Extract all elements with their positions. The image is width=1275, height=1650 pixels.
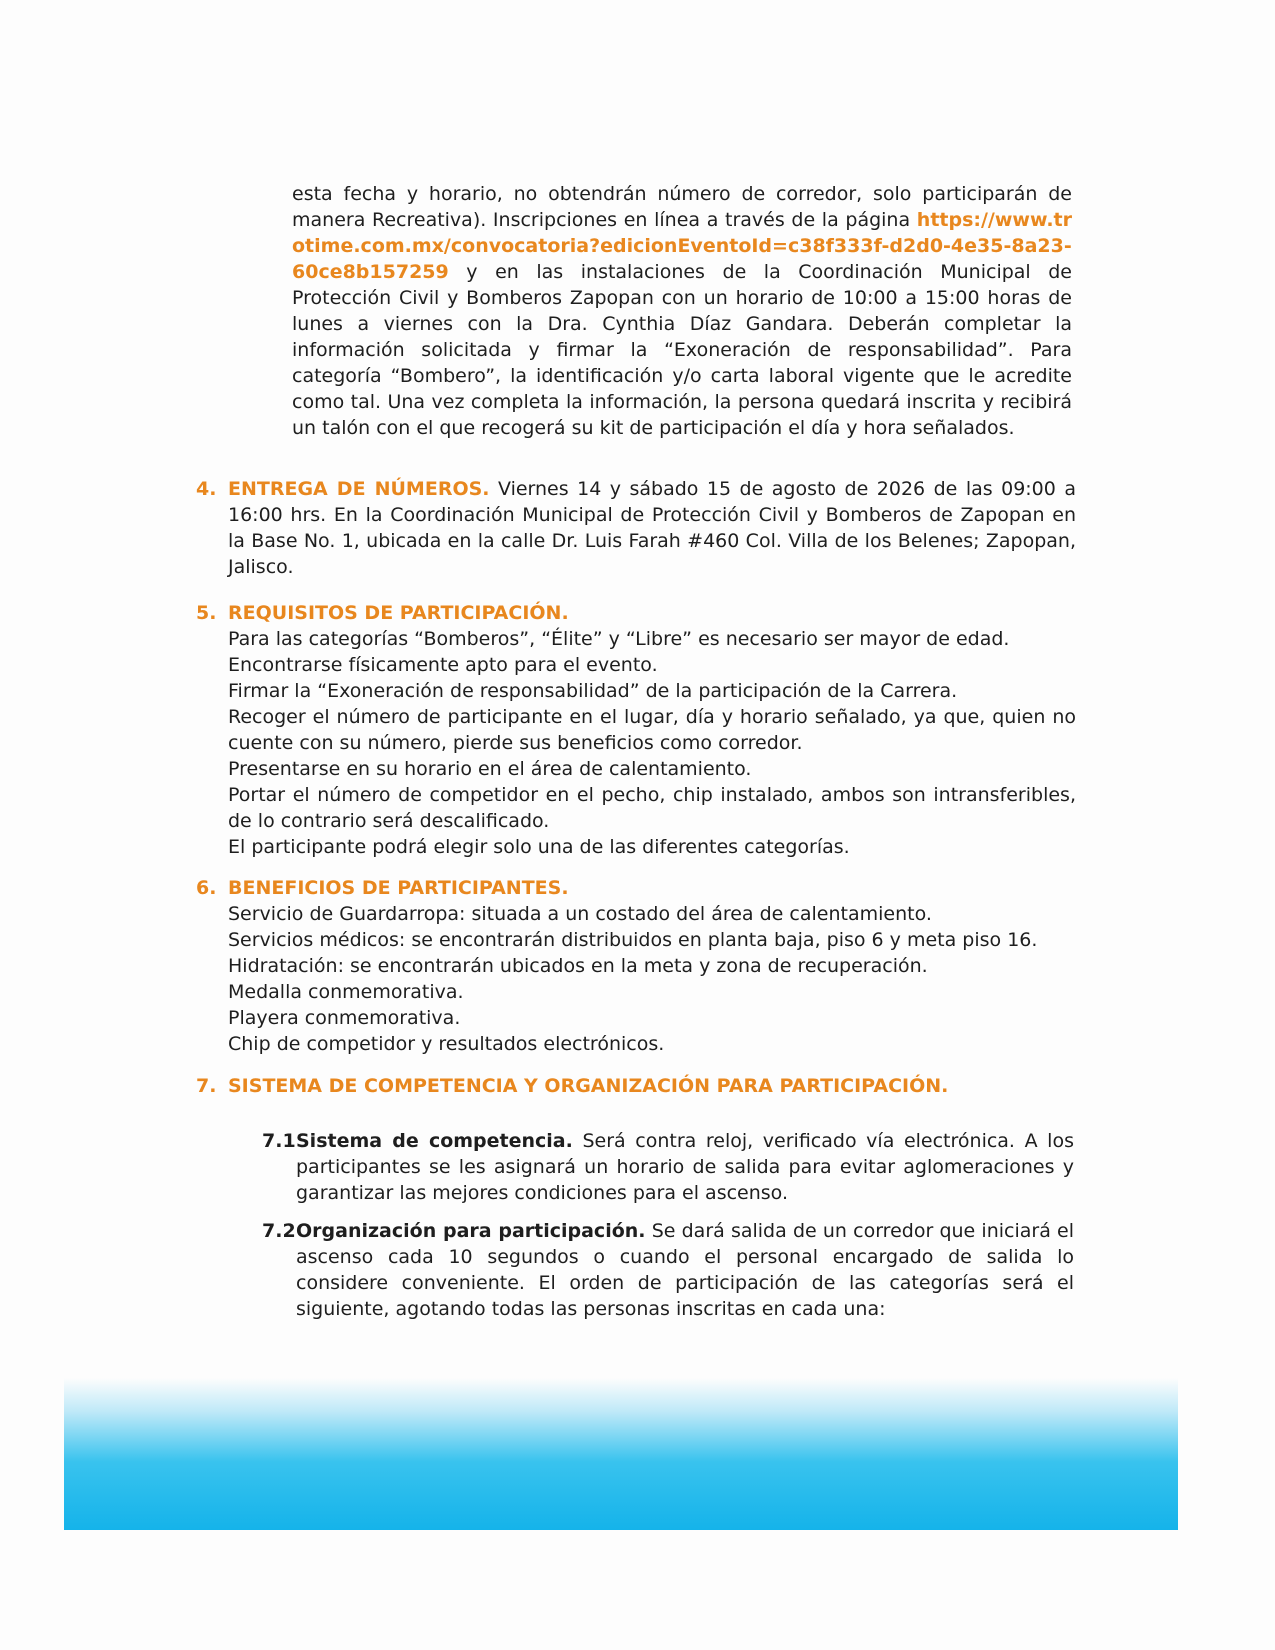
subsection-7-1 (262, 1128, 1074, 1206)
section-5 (196, 600, 1076, 860)
section-6-title: BENEFICIOS DE PARTICIPANTES. (228, 877, 569, 899)
section-7-number: 7. (196, 1075, 217, 1097)
section-4-title: ENTREGA DE NÚMEROS. (228, 478, 490, 500)
requirement-item: Presentarse en su horario en el área de calentamiento. (228, 758, 752, 780)
subsection-7-2-number: 7.2 (262, 1220, 296, 1242)
requirement-item: El participante podrá elegir solo una de las diferentes categorías. (228, 836, 850, 858)
benefit-item: Playera conmemorativa. (228, 1007, 461, 1029)
decorative-blue-band (64, 1378, 1178, 1530)
section-5-title: REQUISITOS DE PARTICIPACIÓN. (228, 602, 569, 624)
subsection-7-2-text: Se dará salida de un corredor que iniciará el ascenso cada 10 segundos o cuando el personal encargado de salida lo considere conveniente. El orden de participación de las categorías será el siguiente, agotando todas las personas inscritas en cada una: (296, 1220, 1074, 1320)
benefit-item: Servicio de Guardarropa: situada a un costado del área de calentamiento. (228, 903, 932, 925)
subsection-7-1-text: Será contra reloj, verificado vía electrónica. A los participantes se les asignará un horario de salida para evitar aglomeraciones y garantizar las mejores condiciones para el ascenso. (296, 1130, 1074, 1204)
requirement-item: Portar el número de competidor en el pecho, chip instalado, ambos son intransferibles, de lo contrario será descalificado. (228, 784, 1076, 832)
subsection-7-1-number: 7.1 (262, 1130, 296, 1152)
requirement-item: Encontrarse físicamente apto para el evento. (228, 654, 658, 676)
subsection-7-1-title: Sistema de competencia. (296, 1130, 573, 1152)
benefit-item: Servicios médicos: se encontrarán distribuidos en planta baja, piso 6 y meta piso 16. Hidratación: se encontrarán ubicados en la meta y zona de recuperación. (228, 929, 1038, 977)
section-7-title: SISTEMA DE COMPETENCIA Y ORGANIZACIÓN PARA PARTICIPACIÓN. (228, 1075, 949, 1097)
intro-paragraph (292, 181, 1072, 441)
intro-text-before-link: esta fecha y horario, no obtendrán número de corredor, solo participarán de manera Recreativa). Inscripciones en línea a través de la página (292, 183, 1072, 231)
requirement-item: Recoger el número de participante en el lugar, día y horario señalado, ya que, quien no cuente con su número, pierde sus beneficios como corredor. (228, 706, 1076, 754)
section-6 (196, 875, 1076, 1057)
section-5-number: 5. (196, 602, 217, 624)
subsection-7-2-title: Organización para participación. (296, 1220, 646, 1242)
requirement-item: Firmar la “Exoneración de responsabilidad” de la participación de la Carrera. (228, 680, 958, 702)
section-4 (196, 476, 1076, 580)
benefit-item: Medalla conmemorativa. (228, 981, 464, 1003)
section-4-number: 4. (196, 478, 217, 500)
section-4-text: Viernes 14 y sábado 15 de agosto de 2026 de las 09:00 a 16:00 hrs. En la Coordinación Municipal de Protección Civil y Bomberos de Zapopan en la Base No. 1, ubicada en la calle Dr. Luis Farah #460 Col. Villa de los Belenes; Zapopan, Jalisco. (228, 478, 1076, 578)
section-6-number: 6. (196, 877, 217, 899)
section-7 (196, 1073, 1076, 1099)
benefit-item: Chip de competidor y resultados electrónicos. (228, 1033, 665, 1055)
subsection-7-2 (262, 1218, 1074, 1322)
requirement-item: Para las categorías “Bomberos”, “Élite” y “Libre” es necesario ser mayor de edad. (228, 628, 1010, 650)
registration-link[interactable]: https://www.trotime.com.mx/convocatoria?edicionEventoId=c38f333f-d2d0-4e35-8a23-60ce8b157259 (292, 209, 1072, 283)
intro-text-after-link: y en las instalaciones de la Coordinación Municipal de Protección Civil y Bomberos Zapopan con un horario de 10:00 a 15:00 horas de lunes a viernes con la Dra. Cynthia Díaz Gandara. Deberán completar la información solicitada y firmar la “Exoneración de responsabilidad”. Para categoría “Bombero”, la identificación y/o carta laboral vigente que le acredite como tal. Una vez completa la información, la persona quedará inscrita y recibirá un talón con el que recogerá su kit de participación el día y hora señalados. (292, 261, 1073, 439)
